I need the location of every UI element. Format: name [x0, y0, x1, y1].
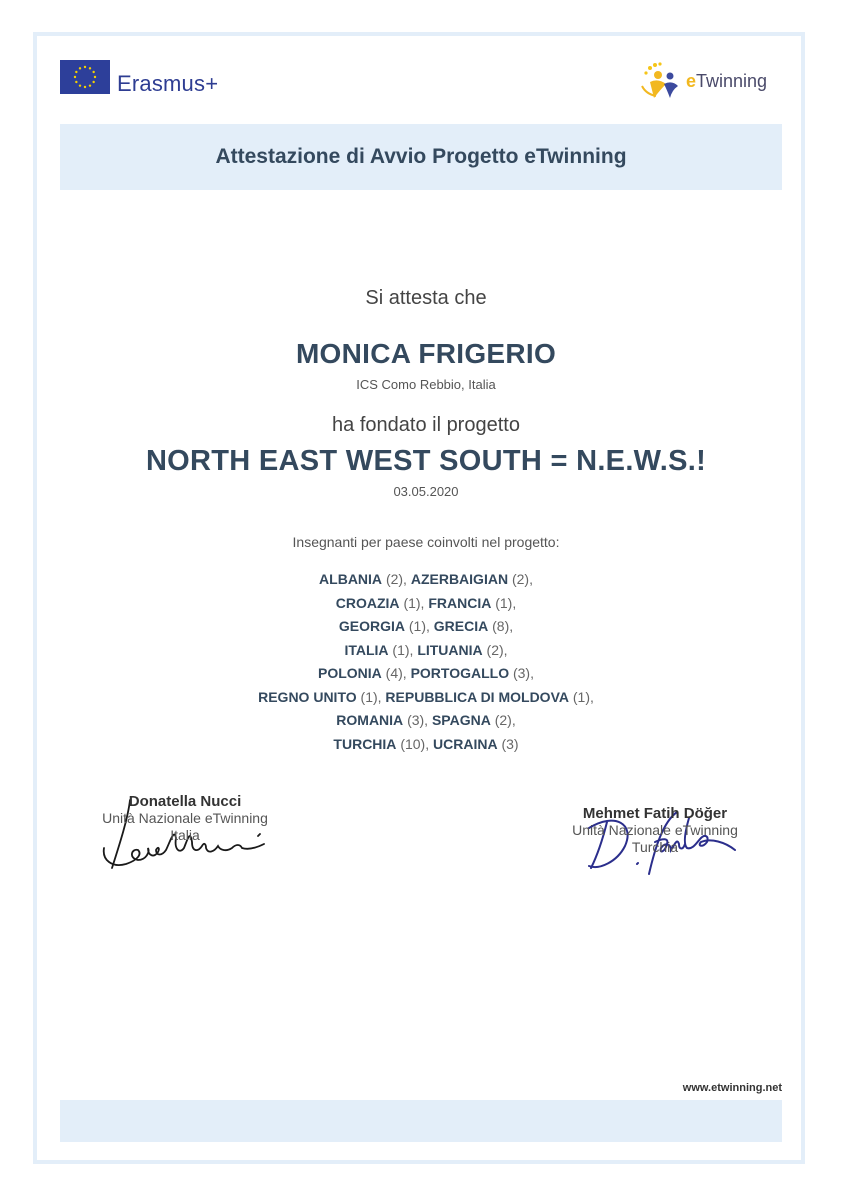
country-count: (2), [385, 571, 407, 587]
country-count: (1), [572, 688, 594, 705]
country-count: (10), [400, 735, 430, 752]
teachers-label: Insegnanti per paese coinvolti nel progetto: [292, 534, 560, 550]
eu-flag-icon [60, 60, 110, 94]
eu-star-icon [89, 67, 91, 69]
intro-text: Si attesta che [365, 287, 487, 309]
signatory-name: Mehmet Fatih Döğer [582, 805, 728, 822]
website-link[interactable]: www.etwinning.net [682, 1082, 782, 1094]
etwinning-logo-text: eTwinning [686, 70, 768, 91]
country-name: REGNO UNITO [258, 688, 357, 705]
countries-row [0, 568, 852, 592]
signature-left [60, 793, 310, 844]
countries-row [0, 733, 852, 757]
country-count: (1), [360, 688, 382, 705]
country-name: REPUBBLICA DI MOLDOVA [385, 688, 569, 705]
eu-star-icon [79, 67, 81, 69]
signatory-name: Donatella Nucci [128, 793, 242, 810]
eu-star-icon [92, 71, 94, 73]
country-count: (1), [408, 618, 430, 634]
country-name: GEORGIA [338, 618, 405, 634]
countries-list [0, 568, 852, 756]
country-count: (1), [495, 594, 517, 611]
signature-right [530, 805, 780, 856]
country-name: FRANCIA [428, 594, 492, 611]
country-name: CROAZIA [335, 594, 400, 611]
certificate-title: Attestazione di Avvio Progetto eTwinning [215, 145, 627, 168]
eu-star-icon [94, 76, 96, 78]
recipient-name: MONICA FRIGERIO [295, 338, 557, 369]
country-count: (1), [392, 641, 414, 658]
country-count: (3), [407, 712, 429, 728]
country-count: (3) [501, 735, 519, 752]
founded-text: ha fondato il progetto [332, 414, 520, 436]
footer-band [60, 1100, 782, 1142]
erasmus-logo [60, 59, 218, 95]
countries-row [0, 686, 852, 710]
eu-star-icon [84, 86, 86, 88]
country-count: (2), [486, 641, 508, 658]
countries-row [0, 639, 852, 663]
signatory-role: Unità Nazionale eTwinning [572, 822, 738, 838]
countries-row [0, 662, 852, 686]
eu-star-icon [84, 66, 86, 68]
etwinning-logo [640, 60, 767, 102]
erasmus-logo-text: Erasmus+ [117, 71, 219, 96]
country-name: UCRAINA [433, 735, 498, 752]
country-name: ROMANIA [336, 712, 404, 728]
country-count: (4), [385, 665, 407, 681]
signatory-country: Turchia [631, 839, 679, 855]
country-name: LITUANIA [417, 641, 483, 658]
country-name: SPAGNA [431, 712, 491, 728]
country-count: (8), [492, 618, 514, 634]
country-count: (2), [494, 712, 516, 728]
eu-star-icon [75, 81, 77, 83]
eu-star-icon [79, 84, 81, 86]
countries-row [0, 615, 852, 639]
country-name: GRECIA [433, 618, 489, 634]
country-count: (3), [512, 665, 534, 681]
country-name: TURCHIA [333, 735, 397, 752]
country-name: POLONIA [318, 665, 382, 681]
eu-star-icon [89, 84, 91, 86]
country-name: ITALIA [344, 641, 389, 658]
countries-row [0, 709, 852, 733]
etwinning-figures-icon [640, 60, 684, 102]
country-count: (2), [511, 571, 533, 587]
country-name: AZERBAIGIAN [410, 571, 509, 587]
eu-star-icon [92, 81, 94, 83]
project-title: NORTH EAST WEST SOUTH = N.E.W.S.! [145, 445, 707, 477]
school-name: ICS Como Rebbio, Italia [356, 377, 496, 392]
header-band [60, 124, 782, 190]
eu-star-icon [74, 76, 76, 78]
project-date: 03.05.2020 [393, 484, 459, 499]
country-count: (1), [403, 594, 425, 611]
signatory-country: Italia [170, 827, 200, 843]
eu-star-icon [75, 71, 77, 73]
countries-row [0, 592, 852, 616]
signatory-role: Unità Nazionale eTwinning [102, 810, 268, 826]
country-name: ALBANIA [319, 571, 383, 587]
country-name: PORTOGALLO [410, 665, 510, 681]
